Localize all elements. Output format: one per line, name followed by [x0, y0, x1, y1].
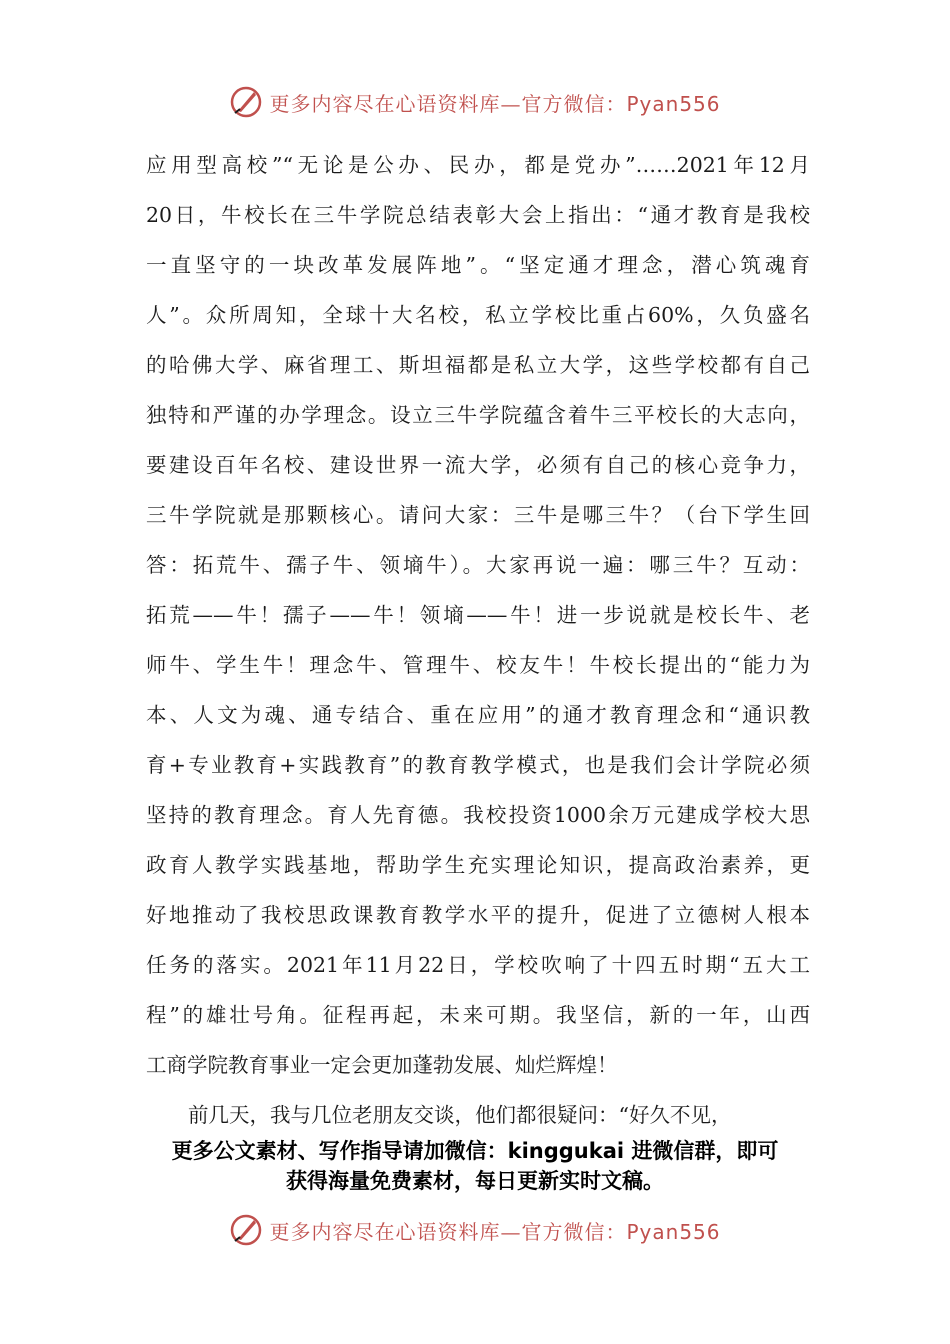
body-line: 人”。众所周知，全球十大名校，私立学校比重占60%，久负盛名 — [146, 303, 810, 327]
document-body — [146, 140, 810, 1140]
body-line: 育+专业教育+实践教育”的教育教学模式，也是我们会计学院必须 — [146, 753, 810, 777]
quill-logo-icon — [229, 1213, 263, 1247]
promo-line-1: 更多公文素材、写作指导请加微信：kinggukai 进微信群，即可 — [171, 1139, 779, 1163]
body-line-last: 工商学院教育事业一定会更加蓬勃发展、灿烂辉煌！ — [146, 1053, 618, 1077]
body-line: 任务的落实。2021年11月22日，学校吹响了十四五时期“五大工 — [146, 953, 810, 977]
body-line: 政育人教学实践基地，帮助学生充实理论知识，提高政治素养，更 — [146, 853, 810, 877]
body-line: 要建设百年名校、建设世界一流大学，必须有自己的核心竞争力， — [146, 453, 810, 477]
body-line: 程”的雄壮号角。征程再起，未来可期。我坚信，新的一年，山西 — [146, 1003, 810, 1027]
body-line: 答：拓荒牛、孺子牛、领墒牛）。大家再说一遍：哪三牛？互动： — [146, 553, 810, 577]
quill-logo-icon — [229, 85, 263, 119]
header-banner — [0, 82, 950, 122]
header-banner-text: 更多内容尽在心语资料库—官方微信：Pyan556 — [269, 91, 721, 116]
footer-banner-text: 更多内容尽在心语资料库—官方微信：Pyan556 — [269, 1219, 721, 1244]
body-line: 应用型高校”“无论是公办、民办，都是党办”……2021年12月 — [146, 153, 810, 177]
body-line: 的哈佛大学、麻省理工、斯坦福都是私立大学，这些学校都有自己 — [146, 353, 810, 377]
body-line: 本、人文为魂、通专结合、重在应用”的通才教育理念和“通识教 — [146, 703, 810, 727]
body-line: 拓荒——牛！孺子——牛！领墒——牛！进一步说就是校长牛、老 — [146, 603, 810, 627]
body-line: 师牛、学生牛！理念牛、管理牛、校友牛！牛校长提出的“能力为 — [146, 653, 810, 677]
promo-notice — [0, 1136, 950, 1196]
promo-line-2: 获得海量免费素材，每日更新实时文稿。 — [286, 1169, 664, 1193]
body-line: 好地推动了我校思政课教育教学水平的提升，促进了立德树人根本 — [146, 903, 810, 927]
body-line: 三牛学院就是那颗核心。请问大家：三牛是哪三牛？（台下学生回 — [146, 503, 810, 527]
footer-wechat-id: Pyan556 — [626, 1219, 721, 1244]
body-line: 独特和严谨的办学理念。设立三牛学院蕴含着牛三平校长的大志向， — [146, 403, 810, 427]
body-line: 坚持的教育理念。育人先育德。我校投资1000余万元建成学校大思 — [146, 803, 810, 827]
footer-banner — [0, 1210, 950, 1250]
paragraph-start: 前几天，我与几位老朋友交谈，他们都很疑问：“好久不见， — [188, 1103, 732, 1127]
body-line: 一直坚守的一块改革发展阵地”。“坚定通才理念，潜心筑魂育 — [146, 253, 810, 277]
body-line: 20日，牛校长在三牛学院总结表彰大会上指出：“通才教育是我校 — [146, 203, 810, 227]
header-wechat-id: Pyan556 — [626, 91, 721, 116]
